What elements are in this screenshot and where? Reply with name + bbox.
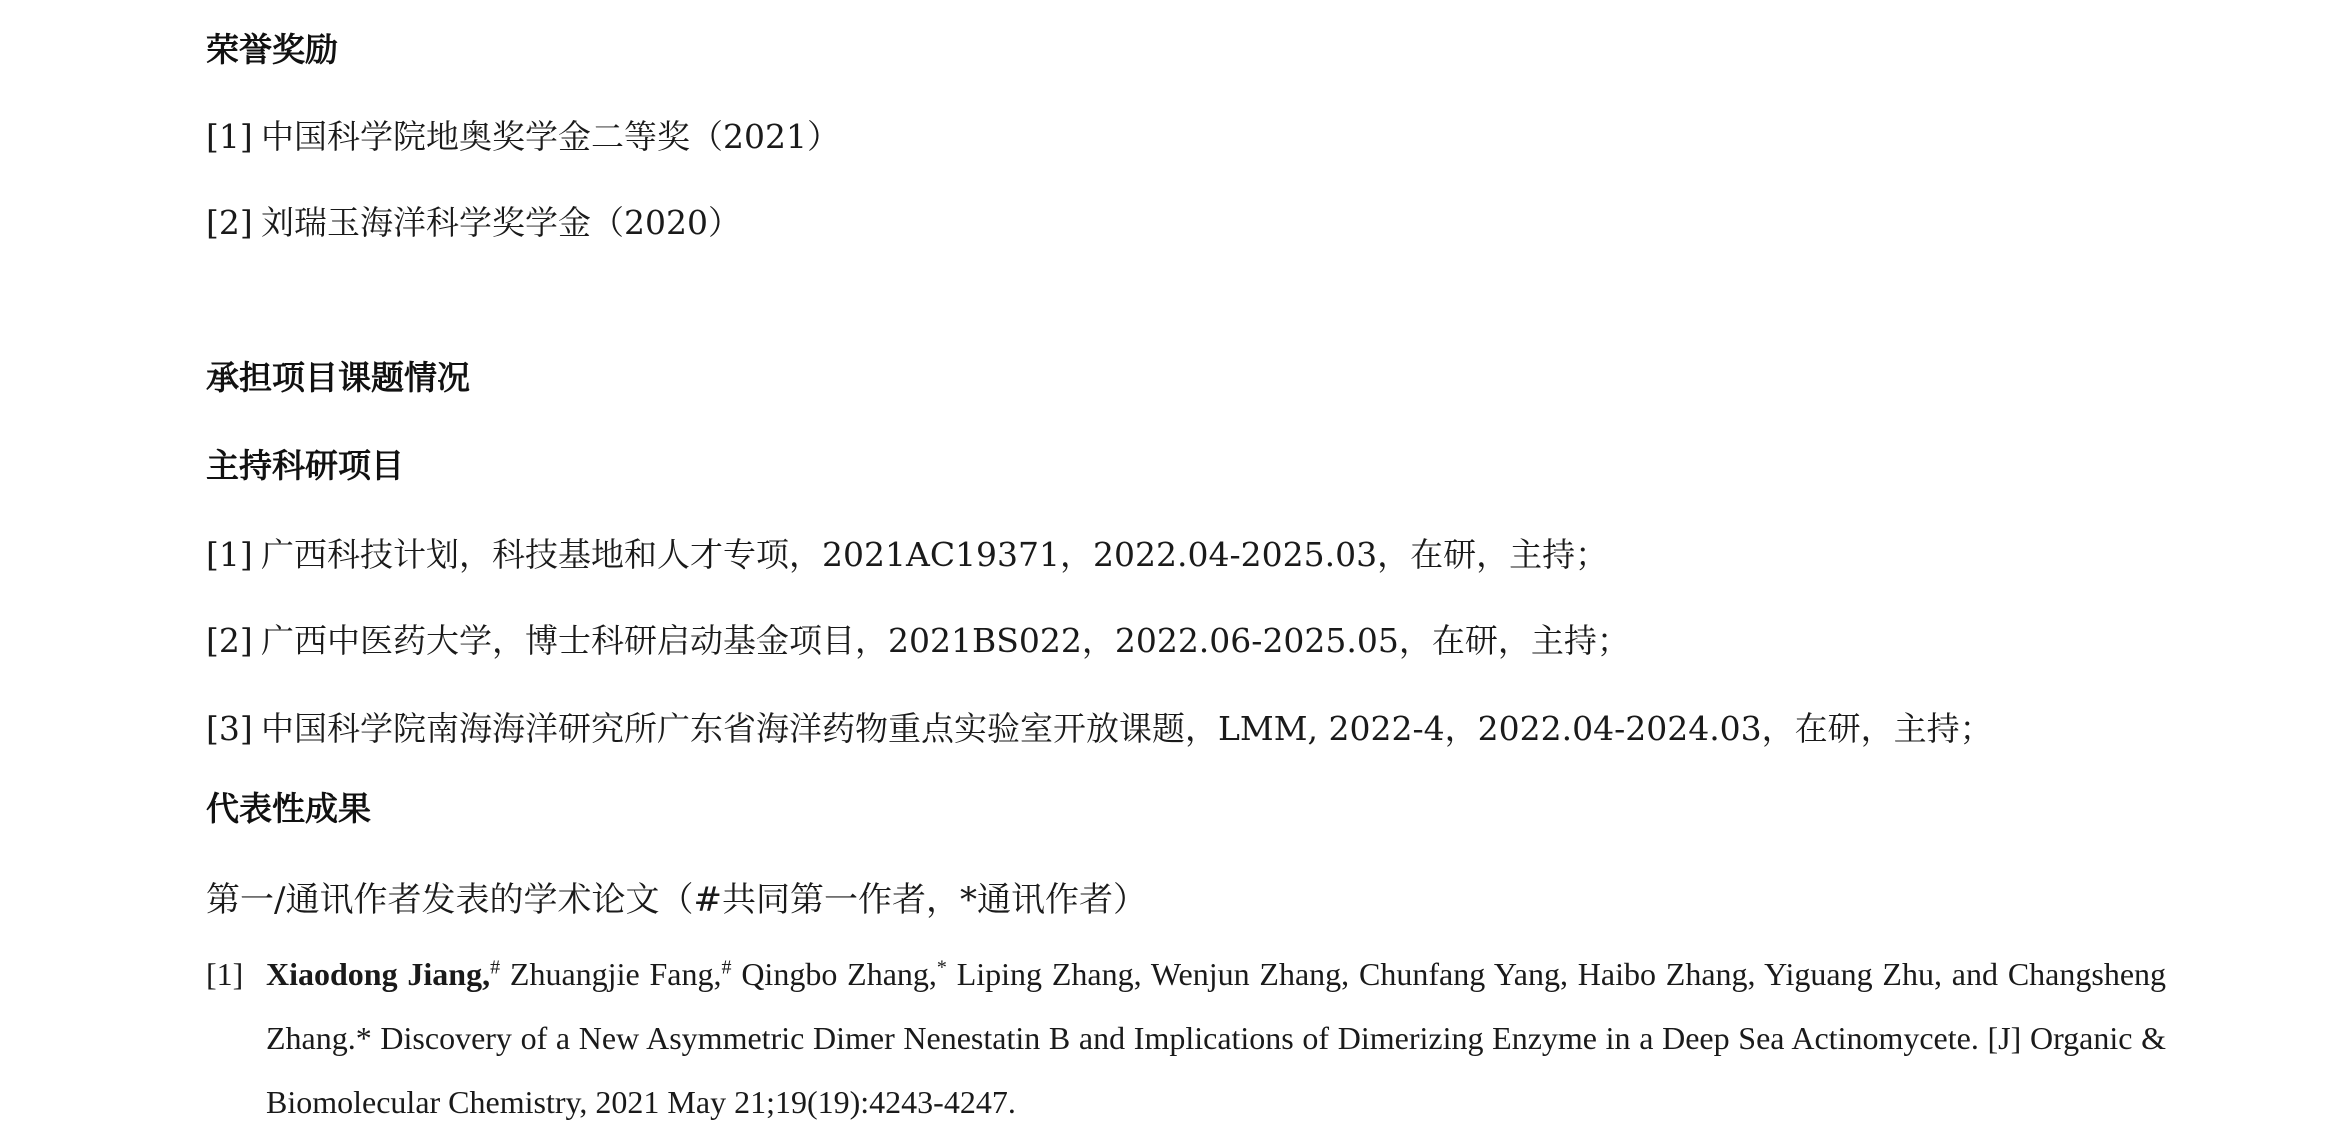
papers-heading: 第一/通讯作者发表的学术论文（#共同第一作者，*通讯作者） [206,880,1147,920]
honor-item [206,117,840,157]
paper-author-3-mark: * [936,956,947,979]
honor-item-number: [2] [206,203,253,242]
honor-item-text: 刘瑞玉海洋科学奖学金（2020） [261,203,741,242]
projects-heading: 承担项目课题情况 [206,358,470,397]
honors-heading: 荣誉奖励 [206,30,338,69]
paper-author-2: Zhuangjie Fang, [500,956,722,992]
paper-citation-rest: Liping Zhang, Wenjun Zhang, Chunfang Yang, Haibo Zhang, Yiguang Zhu, and Changsheng Zhang.* Discovery of a New Asymmetric Dimer Nenestatin B and Implications of Dimerizing Enzyme in a Deep Sea Actinomycete. [J] Organic & Biomolecular Chemistry, 2021 May 21;19(19):4243-4247. [266,956,2167,1120]
project-item-number: [2] [206,621,253,660]
paper-lead-author-mark: # [490,956,501,979]
project-item-text: 中国科学院南海海洋研究所广东省海洋药物重点实验室开放课题，LMM, 2022-4，2022.04-2024.03，在研，主持； [261,709,1993,748]
paper-number: [1] [206,956,244,992]
honor-item-number: [1] [206,117,253,156]
project-item [206,535,1608,575]
project-item-number: [3] [206,709,253,748]
project-item [206,621,1630,661]
project-item-number: [1] [206,535,253,574]
paper-author-2-mark: # [721,956,732,979]
honor-item-text: 中国科学院地奥奖学金二等奖（2021） [261,117,840,156]
achievements-heading: 代表性成果 [206,789,371,828]
project-item-text: 广西中医药大学，博士科研启动基金项目，2021BS022，2022.06-2025.05，在研，主持； [261,621,1630,660]
paper-citation [266,942,2166,1134]
honor-item [206,203,741,243]
paper-lead-author: Xiaodong Jiang, [266,956,491,992]
paper-author-3: Qingbo Zhang, [731,956,937,992]
project-item [206,709,1993,749]
project-item-text: 广西科技计划，科技基地和人才专项，2021AC19371，2022.04-2025.03，在研，主持； [261,535,1609,574]
projects-subheading: 主持科研项目 [206,446,404,485]
paper-entry [206,948,2166,1134]
